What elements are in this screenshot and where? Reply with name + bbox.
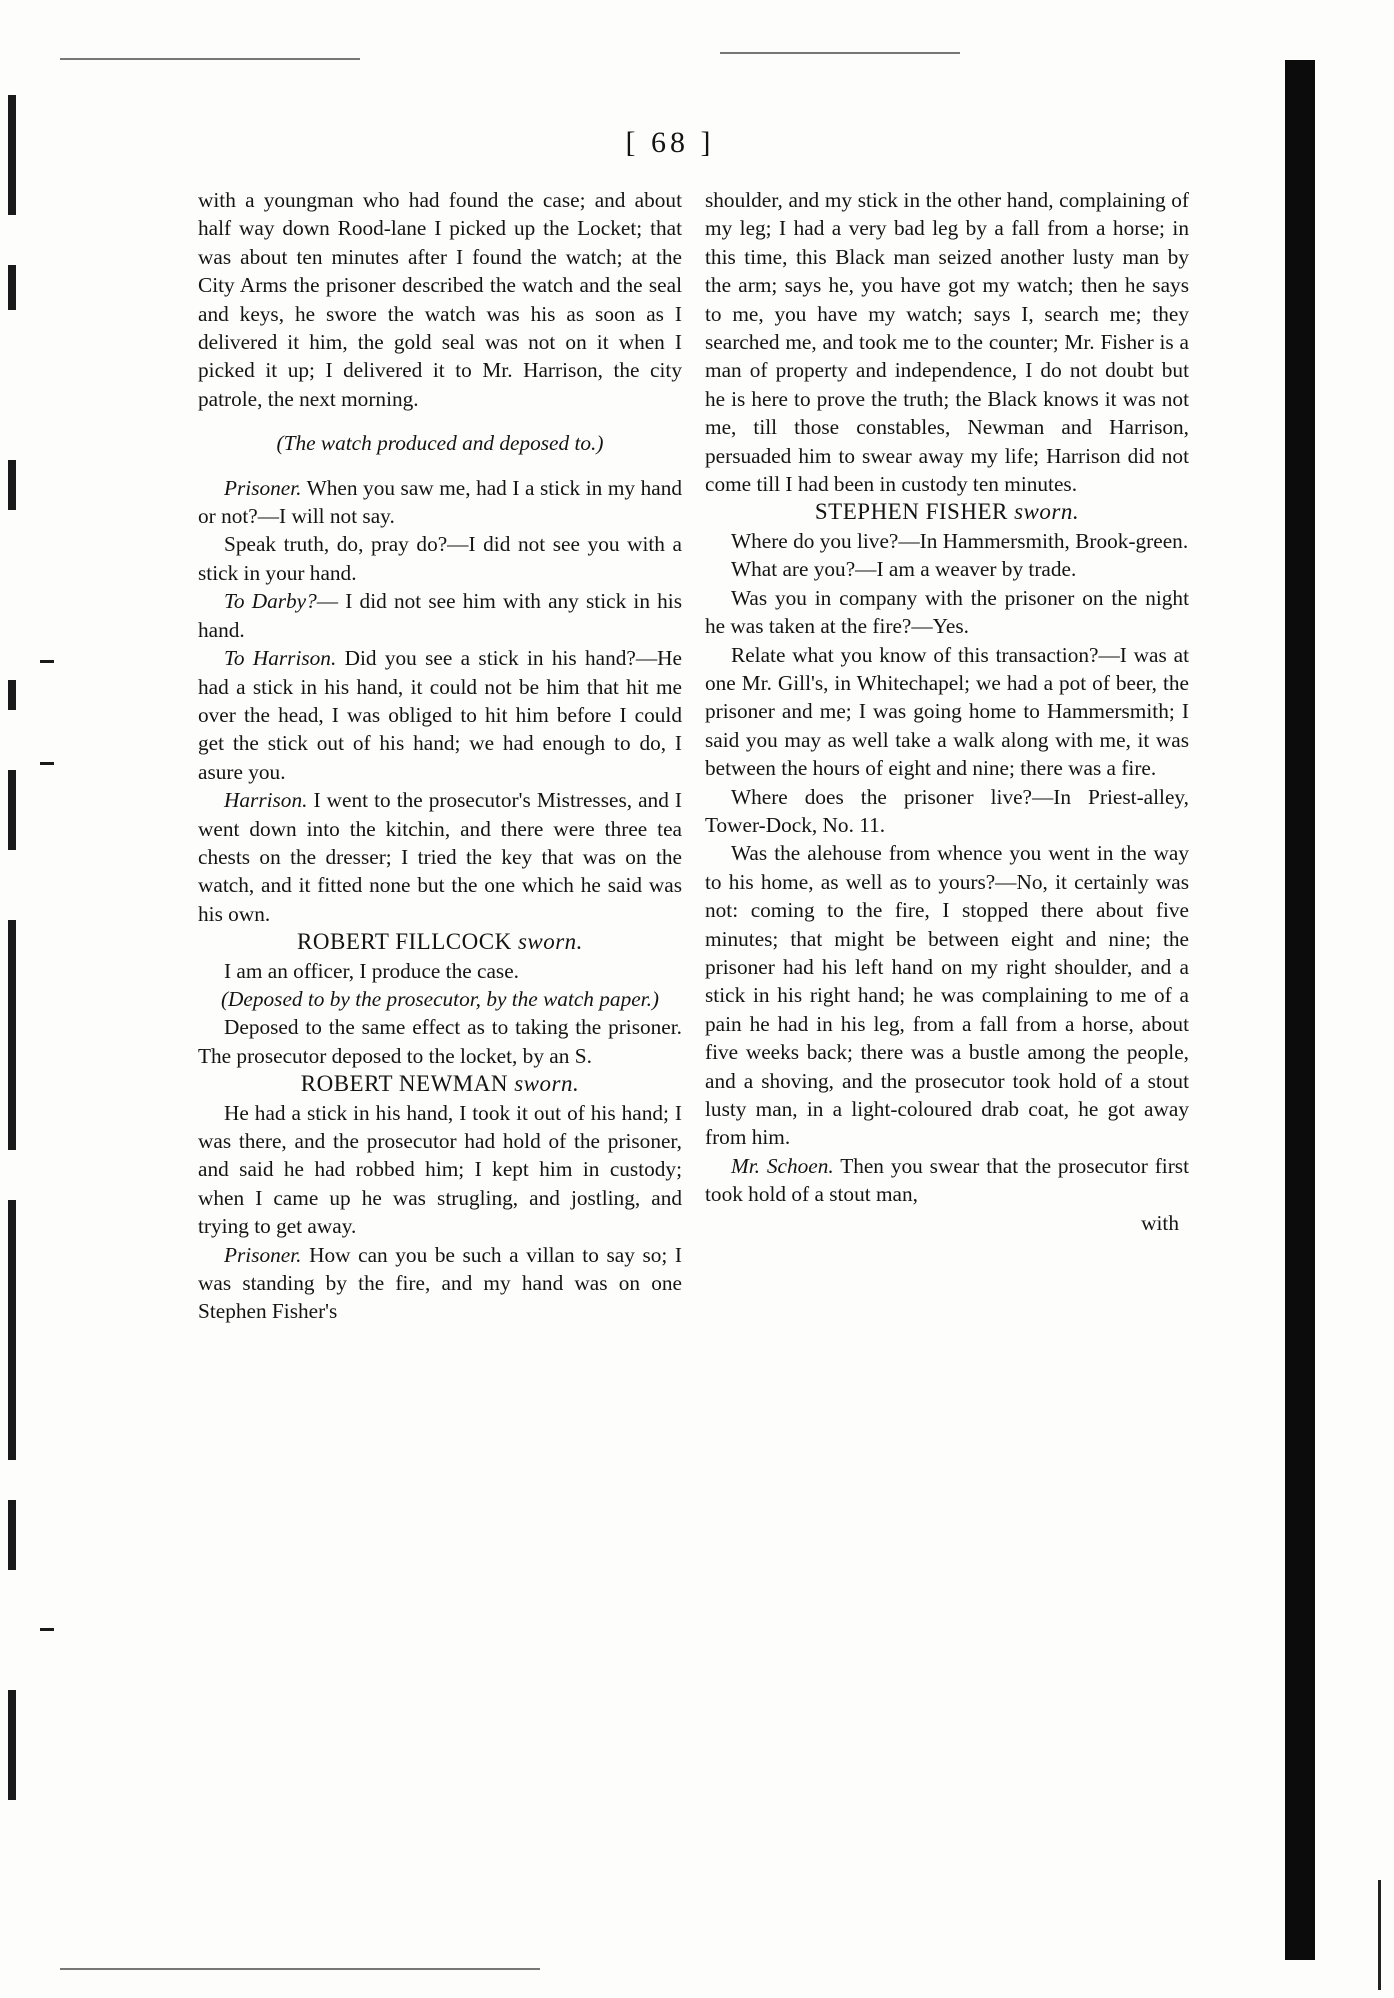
margin-tick: [40, 1628, 54, 1631]
catchword: with: [1141, 1210, 1179, 1235]
stage-direction: (The watch produced and deposed to.): [276, 431, 604, 456]
paragraph: [705, 641, 1189, 783]
binding-mark: [8, 95, 16, 215]
paragraph: [198, 1241, 682, 1326]
scan-noise: [720, 52, 960, 54]
paragraph-text: Where do you live?—In Hammersmith, Brook-green.: [731, 528, 1189, 553]
paragraph-text: Then you swear that the prosecutor first took hold of a stout man,: [705, 1153, 1189, 1207]
paragraph-text: I am an officer, I produce the case.: [224, 958, 519, 983]
paragraph-text: Deposed to the same effect as to taking the prisoner. The prosecutor deposed to the locket, by an S.: [198, 1015, 682, 1068]
binding-mark: [8, 1200, 16, 1460]
paragraph-text: Was you in company with the prisoner on the night he was taken at the fire?—Yes.: [705, 585, 1189, 639]
paragraph-text: He had a stick in his hand, I took it out of his hand; I was there, and the prosecutor had hold of the prisoner, and said he had robbed him; I kept him in custody; when I came up he was strugling, and jostling, and trying to get away.: [198, 1100, 682, 1239]
witness-heading: [705, 498, 1189, 526]
binding-mark: [8, 680, 16, 710]
paragraph-text: What are you?—I am a weaver by trade.: [731, 557, 1077, 582]
binding-mark: [8, 1690, 16, 1800]
binding-mark: [8, 265, 16, 310]
paragraph: [198, 1099, 682, 1241]
witness-name: ROBERT NEWMAN: [300, 1071, 508, 1097]
paragraph: [705, 527, 1189, 555]
paragraph-text: Speak truth, do, pray do?—I did not see you with a stick in your hand.: [198, 532, 682, 585]
paragraph: [198, 957, 682, 985]
witness-name: ROBERT FILLCOCK: [297, 929, 512, 955]
paragraph-text: — I did not see him with any stick in his hand.: [198, 589, 682, 642]
paragraph: [705, 839, 1189, 1151]
spacer: [198, 413, 682, 429]
paragraph: [198, 530, 682, 587]
paragraph: [705, 1152, 1189, 1209]
stage-direction: (Deposed to by the prosecutor, by the watch paper.): [220, 986, 660, 1011]
witness-name: STEPHEN FISHER: [814, 499, 1008, 525]
paragraph: [705, 584, 1189, 641]
spacer: [198, 458, 682, 474]
speaker-label: To Darby?: [224, 589, 317, 614]
left-column: [198, 186, 682, 1326]
binding-mark: [8, 460, 16, 510]
scan-noise: [60, 58, 360, 60]
paragraph: [198, 1013, 682, 1070]
paragraph: [198, 587, 682, 644]
binding-mark: [8, 1500, 16, 1570]
speaker-label: Prisoner.: [224, 475, 302, 500]
witness-heading: [198, 1070, 682, 1098]
paragraph: [705, 783, 1189, 840]
paragraph-text: How can you be such a villan to say so; I was standing by the fire, and my hand was on one Stephen Fisher's: [198, 1242, 682, 1324]
right-column: [705, 186, 1189, 1237]
scan-noise: [60, 1968, 540, 1970]
sworn-label: sworn.: [1007, 499, 1080, 525]
paragraph-text: Where does the prisoner live?—In Priest-alley, Tower-Dock, No. 11.: [705, 784, 1189, 837]
paragraph: [705, 186, 1189, 498]
witness-heading: [198, 928, 682, 956]
paragraph-text: Relate what you know of this transaction?—I was at one Mr. Gill's, in Whitechapel; we had a pot of beer, the prisoner and me; I was going home to Hammersmith; I said you may as well take a walk along with me, it was between the hours of eight and nine; there was a fire.: [705, 642, 1189, 781]
margin-tick: [40, 762, 54, 765]
paragraph-text: shoulder, and my stick in the other hand, complaining of my leg; I had a very bad leg by a fall from a horse; in this time, this Black man seized another lusty man by the arm; says he, you have got my watch; then he says to me, you have my watch; says I, search me; they searched me, and took me to the counter; Mr. Fisher is a man of property and independence, I do not doubt but he is here to prove the truth; the Black knows it was not me, till those constables, Newman and Harrison, persuaded him to swear away my life; Harrison did not come till I had been in custody ten minutes.: [705, 188, 1189, 497]
binding-mark: [8, 920, 16, 1150]
paragraph: [705, 555, 1189, 583]
paragraph-text: with a youngman who had found the case; and about half way down Rood-lane I picked up the Locket; that was about ten minutes after I found the watch; at the City Arms the prisoner described the watch and the seal and keys, he swore the watch was his as soon as I delivered it him, the gold seal was not on it when I picked it up; I delivered it to Mr. Harrison, the city patrole, the next morning.: [198, 188, 682, 411]
speaker-label: To Harrison.: [224, 646, 337, 671]
scan-edge-line: [1378, 1880, 1381, 1990]
scan-edge-shadow: [1285, 60, 1315, 1960]
paragraph: [198, 186, 682, 413]
paragraph-text: Was the alehouse from whence you went in the way to his home, as well as to yours?—No, it certainly was not: coming to the fire, I stopped there about five minutes; that might be between eight and nine; the prisoner had his left hand on my right shoulder, and a stick in his right hand; he was complaining to me of a pain he had in his leg, from a fall from a horse, about five weeks back; there was a bustle among the people, and a shoving, and the prosecutor took hold of a stout lusty man, in a light-coloured drab coat, he got away from him.: [705, 841, 1189, 1150]
binding-mark: [8, 770, 16, 850]
paragraph: [198, 644, 682, 786]
paragraph-text: Did you see a stick in his hand?—He had a stick in his hand, it could not be him that hit me over the head, I was obliged to hit him before I could get the stick out of his hand; we had enough to do, I asure you.: [198, 646, 682, 784]
page-number: [ 68 ]: [625, 126, 715, 159]
paragraph: [198, 474, 682, 531]
speaker-label: Prisoner.: [224, 1242, 302, 1267]
paragraph-text: I went to the prosecutor's Mistresses, and I went down into the kitchin, and there were three tea chests on the dresser; I tried the key that was on the watch, and it fitted none but the one which he said was his own.: [198, 788, 682, 926]
speaker-label: Harrison.: [224, 788, 308, 813]
margin-tick: [40, 660, 54, 663]
sworn-label: sworn.: [507, 1071, 580, 1097]
speaker-label: Mr. Schoen.: [731, 1153, 834, 1178]
paragraph: [198, 786, 682, 928]
paragraph-text: When you saw me, had I a stick in my hand or not?—I will not say.: [198, 475, 682, 529]
sworn-label: sworn.: [511, 929, 583, 955]
